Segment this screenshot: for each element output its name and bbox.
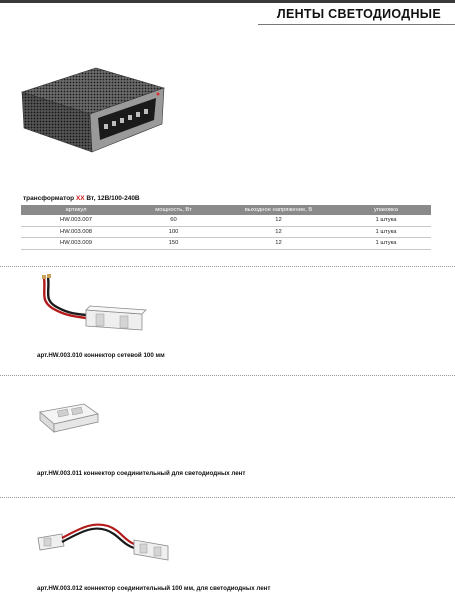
column-header: артикул	[21, 205, 131, 215]
page-title: ЛЕНТЫ СВЕТОДИОДНЫЕ	[276, 7, 441, 21]
table-cell: 12	[216, 238, 341, 250]
spec-heading: трансформатор XX Вт, 12В/100-240В	[23, 195, 140, 202]
column-header: выходное напряжение, В	[216, 205, 341, 215]
table-cell: 150	[131, 238, 216, 250]
table-cell: HW.003.009	[21, 238, 131, 250]
table-cell: 12	[216, 215, 341, 226]
table-cell: HW.003.008	[21, 226, 131, 238]
column-header: упаковка	[341, 205, 431, 215]
network-connector-image	[30, 272, 150, 344]
column-header: мощность, Вт	[131, 205, 216, 215]
table-cell: 60	[131, 215, 216, 226]
joint-connector-image	[34, 398, 104, 438]
product-caption: арт.HW.003.012 коннектор соединительный 100 мм, для светодиодных лент	[37, 585, 271, 592]
section-divider	[0, 266, 455, 267]
table-cell: 12	[216, 226, 341, 238]
table-row	[21, 215, 431, 226]
table-cell: 100	[131, 226, 216, 238]
section-divider	[0, 375, 455, 376]
section-divider	[0, 497, 455, 498]
table-cell: 1 штука	[341, 226, 431, 238]
table-cell: HW.003.007	[21, 215, 131, 226]
top-rule	[0, 0, 455, 3]
table-header-row	[21, 205, 431, 215]
table-cell: 1 штука	[341, 238, 431, 250]
table-cell: 1 штука	[341, 215, 431, 226]
spec-table	[21, 205, 431, 250]
power-supply-image	[18, 60, 168, 160]
title-underline	[258, 24, 455, 25]
joint-wire-connector-image	[34, 516, 174, 568]
table-row	[21, 226, 431, 238]
product-caption: арт.HW.003.011 коннектор соединительный для светодиодных лент	[37, 470, 246, 477]
brand-mark: XX	[75, 195, 85, 202]
product-caption: арт.HW.003.010 коннектор сетевой 100 мм	[37, 352, 165, 359]
table-row	[21, 238, 431, 250]
